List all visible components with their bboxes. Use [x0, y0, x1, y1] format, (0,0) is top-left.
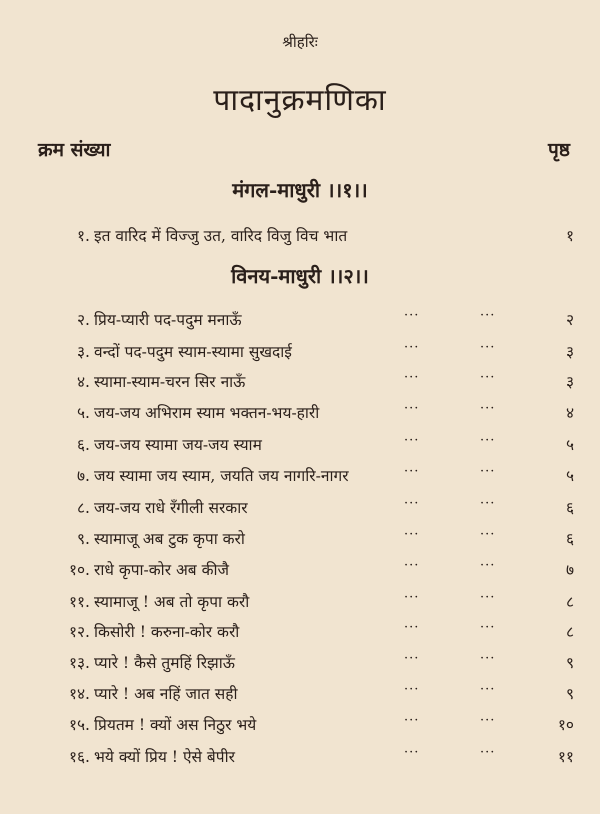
entry-text: स्यामा-स्याम-चरन सिर नाऊँ — [94, 373, 246, 391]
entry-text: जय स्यामा जय स्याम, जयति जय नागरि-नागर — [94, 467, 349, 485]
entry-text: स्यामाजू ! अब तो कृपा करौ — [94, 593, 250, 611]
list-item — [0, 555, 600, 585]
entry-page-number: ९ — [565, 685, 574, 703]
entry-page-number: ६ — [565, 499, 574, 517]
leader-dots: ··· — [480, 370, 496, 385]
entry-number: ११. — [68, 593, 90, 611]
leader-dots: ··· — [480, 496, 496, 511]
entry-number: ४. — [77, 373, 90, 391]
list-item — [0, 524, 600, 554]
leader-dots: ··· — [404, 713, 420, 728]
entry-number: ८. — [77, 499, 90, 517]
entry-number: ५. — [77, 404, 90, 422]
entry-page-number: २ — [565, 311, 574, 329]
entry-text: इत वारिद में विज्जु उत, वारिद विजु विच भात — [94, 227, 348, 245]
leader-dots: ··· — [480, 651, 496, 666]
entry-number: १. — [77, 227, 90, 245]
entry-page-number: ११ — [557, 748, 574, 766]
entry-page-number: १० — [557, 716, 574, 734]
leader-dots: ··· — [404, 433, 420, 448]
leader-dots: ··· — [404, 590, 420, 605]
entry-text: वन्दों पद-पदुम स्याम-स्यामा सुखदाई — [94, 343, 292, 361]
entry-text: स्यामाजू अब टुक कृपा करो — [94, 530, 245, 548]
entry-page-number: ३ — [565, 343, 574, 361]
entry-number: १२. — [68, 623, 90, 641]
leader-dots: ··· — [480, 745, 496, 760]
invocation: श्रीहरिः — [282, 33, 318, 51]
entry-text: किसोरी ! करुना-कोर करौ — [94, 623, 240, 641]
entry-number: १५. — [68, 716, 90, 734]
entry-number: २. — [77, 311, 90, 329]
leader-dots: ··· — [480, 682, 496, 697]
entry-text: प्रियतम ! क्यों अस निठुर भये — [94, 716, 257, 734]
list-item — [0, 430, 600, 460]
leader-dots: ··· — [404, 527, 420, 542]
list-item — [0, 710, 600, 740]
entry-number: १४. — [68, 685, 90, 703]
section-heading-mangal: मंगल-माधुरी ।।१।। — [232, 178, 368, 202]
entry-number: १६. — [68, 748, 90, 766]
entry-text: राधे कृपा-कोर अब कीजै — [94, 561, 229, 579]
list-item — [0, 398, 600, 428]
leader-dots: ··· — [480, 620, 496, 635]
section-heading-vinay: विनय-माधुरी ।।२।। — [231, 264, 369, 288]
entry-page-number: ३ — [565, 373, 574, 391]
entry-number: १०. — [68, 561, 90, 579]
leader-dots: ··· — [480, 433, 496, 448]
leader-dots: ··· — [480, 558, 496, 573]
entry-page-number: ५ — [565, 436, 574, 454]
leader-dots: ··· — [480, 308, 496, 323]
leader-dots: ··· — [404, 620, 420, 635]
entry-number: ९. — [77, 530, 90, 548]
entry-page-number: ४ — [565, 404, 574, 422]
entry-text: प्रिय-प्यारी पद-पदुम मनाऊँ — [94, 311, 242, 329]
leader-dots: ··· — [480, 590, 496, 605]
leader-dots: ··· — [404, 370, 420, 385]
list-item — [0, 617, 600, 647]
list-item — [0, 587, 600, 617]
leader-dots: ··· — [480, 401, 496, 416]
page-number-header: पृष्ठ — [548, 139, 570, 161]
leader-dots: ··· — [404, 682, 420, 697]
leader-dots: ··· — [404, 651, 420, 666]
entry-page-number: ८ — [565, 593, 574, 611]
entry-page-number: ९ — [565, 654, 574, 672]
leader-dots: ··· — [480, 340, 496, 355]
list-item — [0, 461, 600, 491]
entry-number: ७. — [77, 467, 90, 485]
entry-text: भये क्यों प्रिय ! ऐसे बेपीर — [94, 748, 235, 766]
leader-dots: ··· — [480, 713, 496, 728]
list-item — [0, 493, 600, 523]
entry-number: ६. — [77, 436, 90, 454]
serial-number-header: क्रम संख्या — [38, 139, 111, 161]
list-item — [0, 367, 600, 397]
list-item — [0, 305, 600, 335]
leader-dots: ··· — [404, 464, 420, 479]
leader-dots: ··· — [404, 401, 420, 416]
leader-dots: ··· — [404, 340, 420, 355]
entry-number: १३. — [68, 654, 90, 672]
entry-text: जय-जय स्यामा जय-जय स्याम — [94, 436, 262, 454]
entry-page-number: ६ — [565, 530, 574, 548]
entry-page-number: ८ — [565, 623, 574, 641]
entry-page-number: ७ — [565, 561, 574, 579]
leader-dots: ··· — [404, 558, 420, 573]
list-item — [0, 337, 600, 367]
entry-text: प्यारे ! अब नहिं जात सही — [94, 685, 238, 703]
list-item — [0, 648, 600, 678]
entry-page-number: ५ — [565, 467, 574, 485]
entry-page-number: १ — [565, 227, 574, 245]
page-title: पादानुक्रमणिका — [213, 83, 387, 118]
entry-number: ३. — [77, 343, 90, 361]
leader-dots: ··· — [480, 527, 496, 542]
leader-dots: ··· — [404, 496, 420, 511]
entry-text: जय-जय राधे रँगीली सरकार — [94, 499, 248, 517]
list-item — [0, 679, 600, 709]
list-item — [0, 221, 600, 251]
leader-dots: ··· — [404, 308, 420, 323]
leader-dots: ··· — [404, 745, 420, 760]
leader-dots: ··· — [480, 464, 496, 479]
list-item — [0, 742, 600, 772]
entry-text: जय-जय अभिराम स्याम भक्तन-भय-हारी — [94, 404, 320, 422]
entry-text: प्यारे ! कैसे तुमहिं रिझाऊँ — [94, 654, 235, 672]
